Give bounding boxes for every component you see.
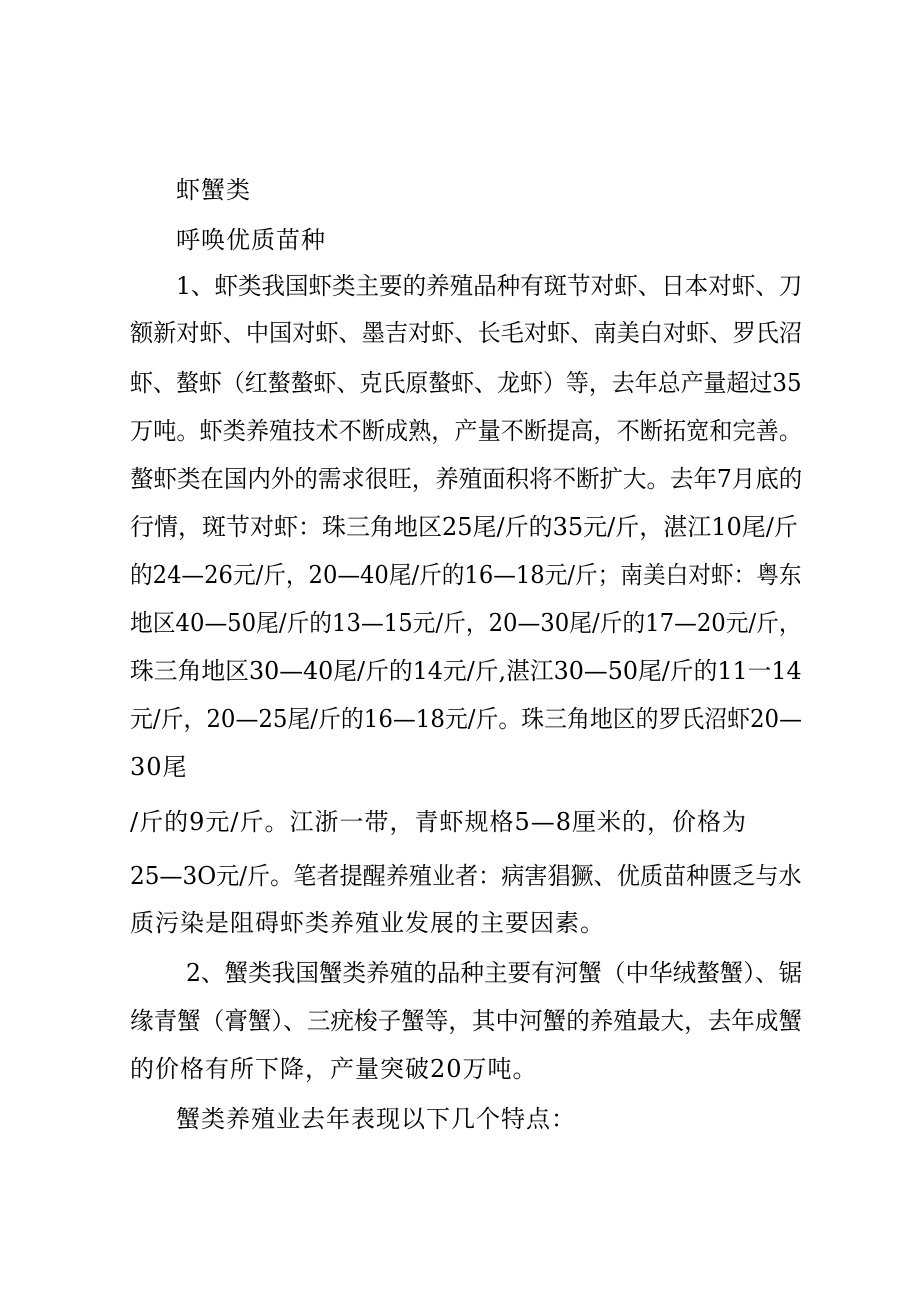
paragraph-1-line: 质污染是阻碍虾类养殖业发展的主要因素。 <box>130 909 605 937</box>
paragraph-1-line: 虾、螯虾（红螯螯虾、克氏原螯虾、龙虾）等，去年总产量超过35 <box>130 369 802 397</box>
heading: 虾蟹类 <box>176 176 251 204</box>
paragraph-2-line: 缘青蟹（膏蟹）、三疣梭子蟹等，其中河蟹的养殖最大，去年成蟹 <box>130 1007 803 1035</box>
paragraph-1-line: 额新对虾、中国对虾、墨吉对虾、长毛对虾、南美白对虾、罗氏沼 <box>130 319 802 347</box>
paragraph-1-line: 螯虾类在国内外的需求很旺，养殖面积将不断扩大。去年7月底的 <box>130 465 803 493</box>
paragraph-1-line: 30尾 <box>130 753 188 781</box>
paragraph-1-line: 1、虾类我国虾类主要的养殖品种有斑节对虾、日本对虾、刀 <box>176 272 803 300</box>
paragraph-1-line: 行情，斑节对虾：珠三角地区25尾/斤的35元/斤，湛江10尾/斤 <box>130 513 798 541</box>
paragraph-2-line: 的价格有所下降，产量突破20万吨。 <box>130 1055 538 1083</box>
subheading: 呼唤优质苗种 <box>176 226 326 254</box>
paragraph-1-line: /斤的9元/斤。江浙一带，青虾规格5—8厘米的，价格为 <box>130 808 747 836</box>
paragraph-1-line: 万吨。虾类养殖技术不断成熟，产量不断提高，不断拓宽和完善。 <box>130 417 802 445</box>
paragraph-1-line: 珠三角地区30—40尾/斤的14元/斤,湛江30—50尾/斤的11一14 <box>130 657 802 685</box>
paragraph-1-line: 地区40—50尾/斤的13—15元/斤，20—30尾/斤的17—20元/斤， <box>130 609 802 637</box>
paragraph-1-line: 25—3O元/斤。笔者提醒养殖业者：病害猖獗、优质苗种匮乏与水 <box>130 862 802 890</box>
paragraph-1-line: 元/斤，20—25尾/斤的16—18元/斤。珠三角地区的罗氏沼虾20— <box>130 705 802 733</box>
paragraph-2-line: 2、蟹类我国蟹类养殖的品种主要有河蟹（中华绒螯蟹）、锯 <box>186 959 803 987</box>
paragraph-1-line: 的24—26元/斤，20—40尾/斤的16—18元/斤；南美白对虾：粤东 <box>130 561 802 589</box>
paragraph-3-line: 蟹类养殖业去年表现以下几个特点： <box>176 1105 576 1133</box>
